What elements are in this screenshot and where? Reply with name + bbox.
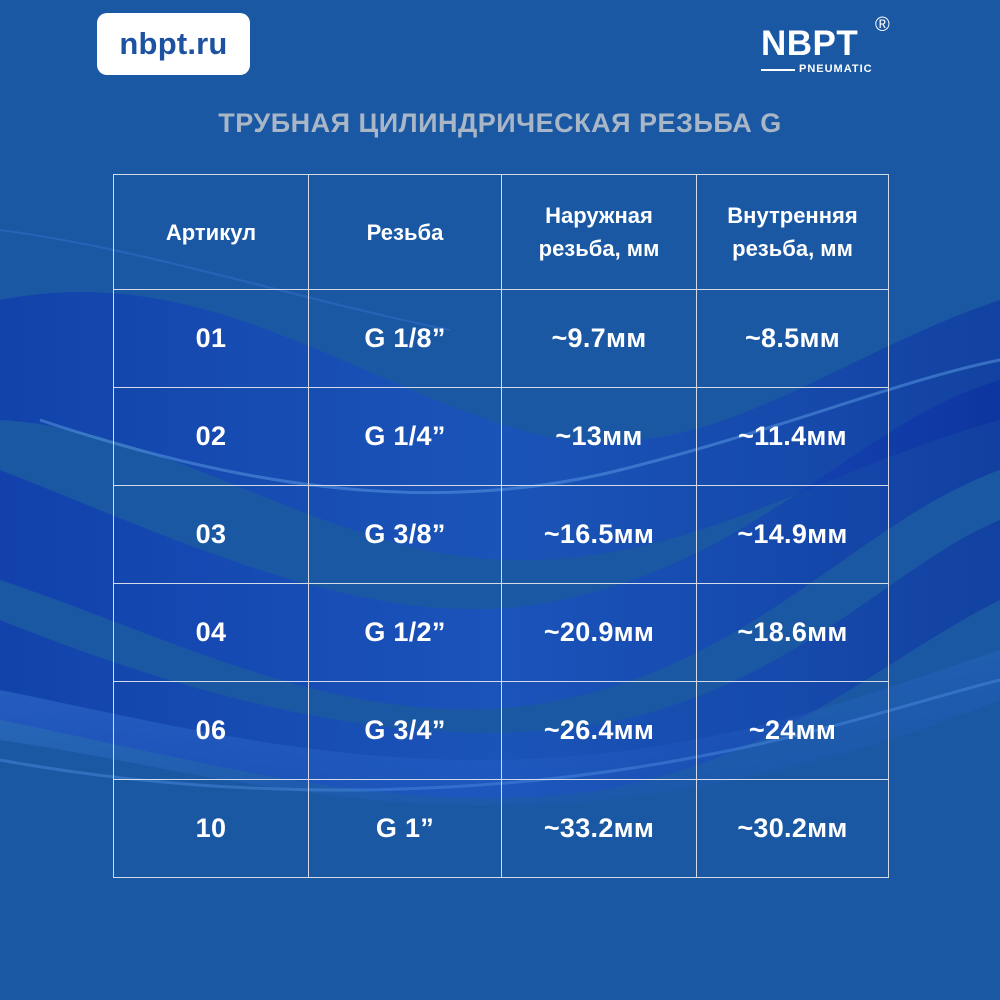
brand-name: NBPT	[761, 24, 859, 63]
table-row	[114, 486, 889, 584]
cell-outer: ~16.5мм	[502, 486, 697, 584]
cell-inner: ~18.6мм	[697, 584, 889, 682]
cell-outer: ~33.2мм	[502, 780, 697, 878]
cell-article: 10	[114, 780, 309, 878]
cell-article: 02	[114, 388, 309, 486]
table-row	[114, 388, 889, 486]
header-outer-thread: Наружная резьба, мм	[502, 175, 697, 290]
registered-mark: ®	[875, 14, 890, 36]
cell-thread: G 1”	[309, 780, 502, 878]
cell-thread: G 3/4”	[309, 682, 502, 780]
nbpt-logo	[755, 14, 900, 78]
table-row	[114, 780, 889, 878]
table-row	[114, 584, 889, 682]
cell-article: 01	[114, 290, 309, 388]
header-thread: Резьба	[309, 175, 502, 290]
cell-thread: G 1/8”	[309, 290, 502, 388]
table-row	[114, 290, 889, 388]
cell-article: 06	[114, 682, 309, 780]
page-title: ТРУБНАЯ ЦИЛИНДРИЧЕСКАЯ РЕЗЬБА G	[218, 108, 782, 138]
brand-tagline: PNEUMATIC	[799, 63, 873, 75]
header-article: Артикул	[114, 175, 309, 290]
cell-outer: ~26.4мм	[502, 682, 697, 780]
cell-outer: ~9.7мм	[502, 290, 697, 388]
site-url-label: nbpt.ru	[119, 26, 228, 61]
cell-inner: ~8.5мм	[697, 290, 889, 388]
cell-article: 03	[114, 486, 309, 584]
table-row	[114, 682, 889, 780]
cell-thread: G 1/2”	[309, 584, 502, 682]
cell-outer: ~13мм	[502, 388, 697, 486]
thread-spec-table	[113, 174, 889, 878]
cell-thread: G 3/8”	[309, 486, 502, 584]
cell-inner: ~30.2мм	[697, 780, 889, 878]
cell-inner: ~11.4мм	[697, 388, 889, 486]
header-inner-thread: Внутренняя резьба, мм	[697, 175, 889, 290]
cell-inner: ~14.9мм	[697, 486, 889, 584]
site-url-badge[interactable]	[97, 13, 250, 75]
table-header-row	[114, 175, 889, 290]
logo-divider	[761, 69, 795, 71]
cell-inner: ~24мм	[697, 682, 889, 780]
cell-article: 04	[114, 584, 309, 682]
cell-outer: ~20.9мм	[502, 584, 697, 682]
cell-thread: G 1/4”	[309, 388, 502, 486]
